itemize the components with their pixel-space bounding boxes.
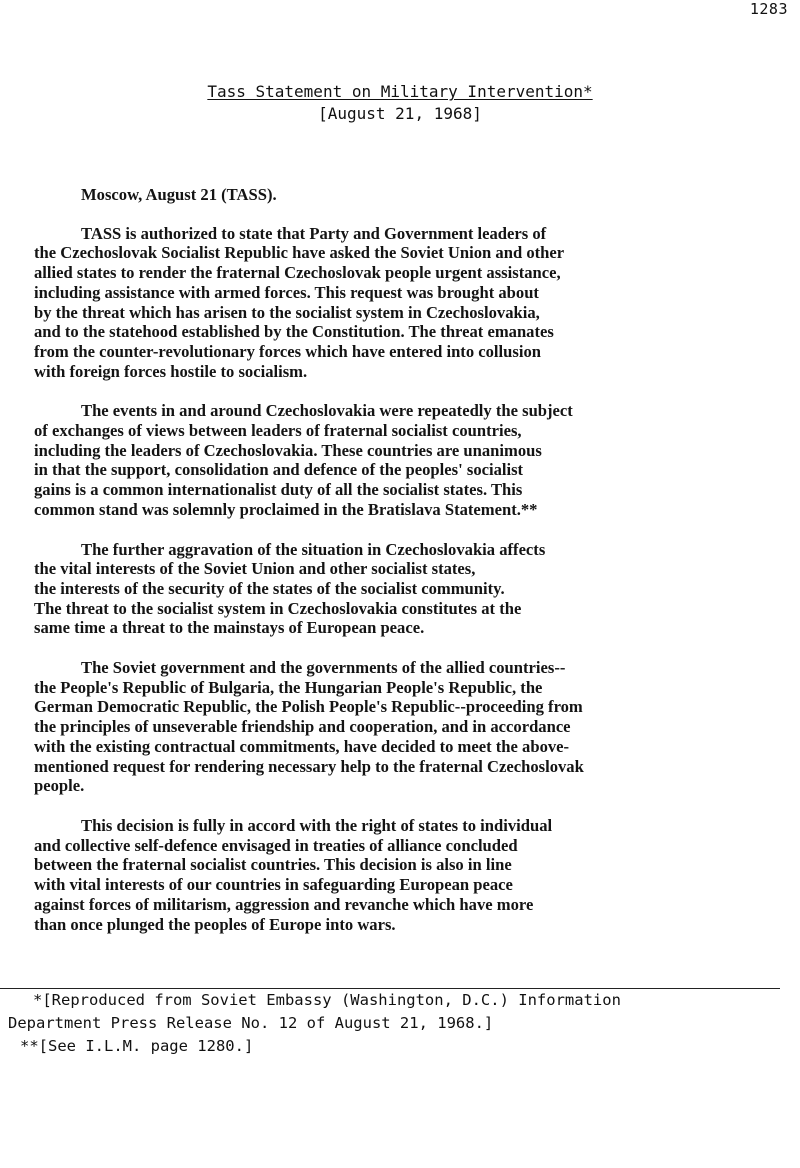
text-line: German Democratic Republic, the Polish People's Republic--proceeding from	[34, 697, 583, 717]
text-line: gains is a common internationalist duty of all the socialist states. This	[34, 480, 523, 500]
statement-body	[34, 185, 784, 934]
text-line: against forces of militarism, aggression and revanche which have more	[34, 894, 534, 914]
text-line: with foreign forces hostile to socialism.	[34, 361, 308, 381]
text-line: by the threat which has arisen to the socialist system in Czechoslovakia,	[34, 302, 540, 322]
text-line: the People's Republic of Bulgaria, the Hungarian People's Republic, the	[34, 677, 543, 697]
text-line: the Czechoslovak Socialist Republic have asked the Soviet Union and other	[34, 243, 565, 263]
text-line: people.	[34, 776, 85, 796]
title-date: [August 21, 1968]	[318, 104, 482, 123]
text-line: and to the statehood established by the Constitution. The threat emanates	[34, 322, 554, 342]
text-line: between the fraternal socialist countries. This decision is also in line	[34, 855, 512, 875]
text-line: of exchanges of views between leaders of fraternal socialist countries,	[34, 421, 522, 441]
text-line: mentioned request for rendering necessary help to the fraternal Czechoslovak	[34, 756, 584, 776]
text-line: the vital interests of the Soviet Union and other socialist states,	[34, 559, 476, 579]
text-line: The further aggravation of the situation in Czechoslovakia affects	[81, 539, 546, 559]
text-line: same time a threat to the mainstays of European peace.	[34, 618, 425, 638]
text-line: with vital interests of our countries in safeguarding European peace	[34, 875, 513, 895]
text-line: common stand was solemnly proclaimed in the Bratislava Statement.**	[34, 499, 538, 519]
paragraph-1	[34, 224, 784, 382]
document-title	[0, 81, 800, 125]
page-number: 1283	[749, 0, 788, 18]
text-line: and collective self-defence envisaged in treaties of alliance concluded	[34, 835, 518, 855]
text-line: The Soviet government and the governments of the allied countries--	[81, 658, 566, 678]
text-line: the interests of the security of the states of the socialist community.	[34, 578, 505, 598]
text-line: This decision is fully in accord with the right of states to individual	[81, 815, 553, 835]
title-main: Tass Statement on Military Intervention*	[207, 82, 593, 101]
footnote-1-line-2: Department Press Release No. 12 of August 21, 1968.]	[8, 1014, 494, 1032]
footnote-2: **[See I.L.M. page 1280.]	[20, 1037, 254, 1055]
text-line: The events in and around Czechoslovakia were repeatedly the subject	[81, 401, 573, 421]
text-line: from the counter-revolutionary forces which have entered into collusion	[34, 341, 541, 361]
paragraph-2	[34, 401, 784, 519]
paragraph-4	[34, 658, 784, 796]
text-line: TASS is authorized to state that Party and Government leaders of	[81, 223, 547, 243]
paragraph-5	[34, 816, 784, 934]
text-line: including assistance with armed forces. This request was brought about	[34, 282, 539, 302]
text-line: with the existing contractual commitments, have decided to meet the above-	[34, 736, 570, 756]
paragraph-3	[34, 540, 784, 639]
text-line: in that the support, consolidation and defence of the peoples' socialist	[34, 460, 524, 480]
footnote-1-line-1: *[Reproduced from Soviet Embassy (Washington, D.C.) Information	[33, 991, 621, 1009]
text-line: the principles of unseverable friendship and cooperation, and in accordance	[34, 717, 571, 737]
text-line: allied states to render the fraternal Czechoslovak people urgent assistance,	[34, 263, 561, 283]
text-line: The threat to the socialist system in Czechoslovakia constitutes at the	[34, 598, 522, 618]
text-line: including the leaders of Czechoslovakia. These countries are unanimous	[34, 440, 542, 460]
dateline: Moscow, August 21 (TASS).	[81, 185, 277, 204]
footnotes	[8, 989, 788, 1058]
text-line: than once plunged the peoples of Europe into wars.	[34, 914, 396, 934]
